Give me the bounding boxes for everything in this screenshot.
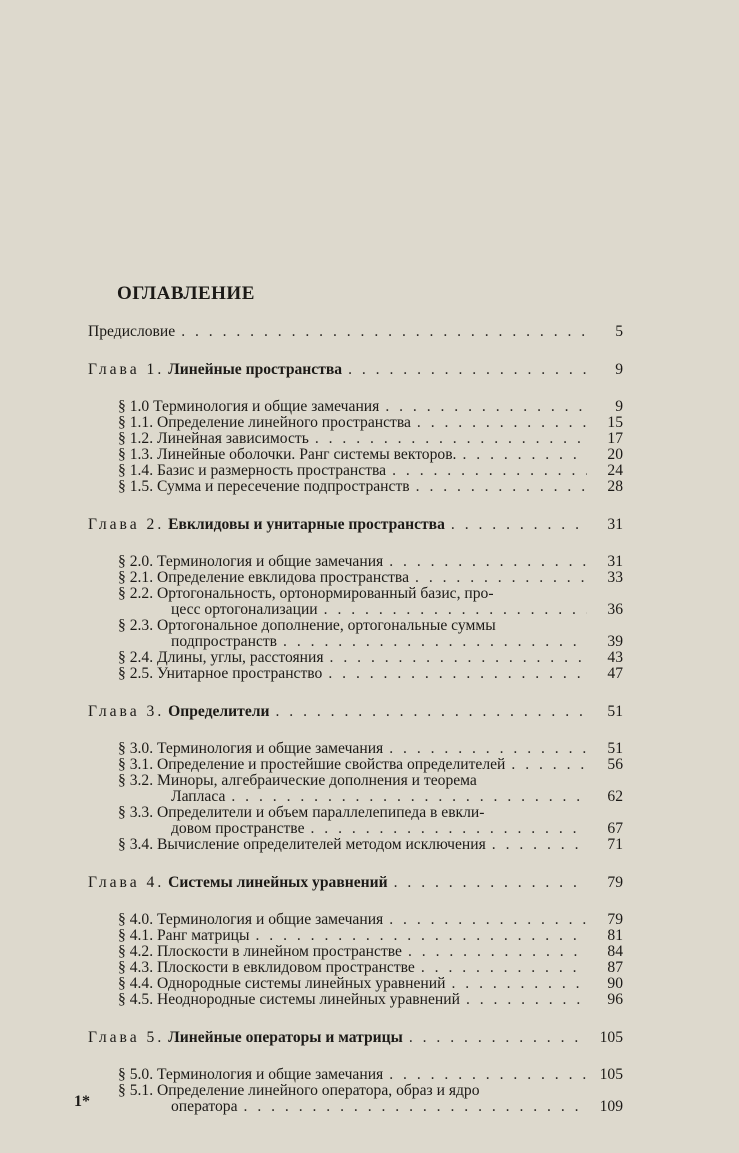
section-label xyxy=(118,463,386,479)
section-title: Ранг матрицы xyxy=(157,927,250,944)
toc-section-row[interactable] xyxy=(88,666,623,682)
section-label xyxy=(118,618,496,634)
page-number: 87 xyxy=(607,959,623,976)
page-number: 62 xyxy=(607,788,623,805)
page-number: 31 xyxy=(607,553,623,570)
section-label xyxy=(118,650,324,666)
chapter-label xyxy=(88,704,269,720)
section-label xyxy=(118,1083,480,1099)
chapter-label xyxy=(88,875,388,891)
section-title: Терминология и общие замечания xyxy=(157,1066,384,1083)
page-number: 43 xyxy=(607,649,623,666)
chapter-title: Линейные операторы и матрицы xyxy=(168,1029,403,1046)
toc-section-row[interactable] xyxy=(88,479,623,495)
toc-section-row[interactable] xyxy=(88,463,623,479)
section-title: Определение евклидова пространства xyxy=(157,569,410,586)
toc-section-row[interactable] xyxy=(88,570,623,586)
page-number: 31 xyxy=(607,516,623,533)
dot-leader xyxy=(462,447,587,463)
chapter-title: Линейные пространства xyxy=(168,361,343,378)
page-number: 24 xyxy=(607,462,623,479)
chapter-number: Глава 1. xyxy=(88,361,165,378)
section-title: Плоскости в линейном пространстве xyxy=(157,943,402,960)
section-title: Терминология и общие замечания xyxy=(157,911,384,928)
chapter-label xyxy=(88,517,445,533)
dot-leader xyxy=(283,634,587,650)
section-number: § 2.3. xyxy=(118,617,154,634)
section-title: Ортогональность, ортонормированный базис, про- xyxy=(157,585,494,602)
section-number: § 4.5. xyxy=(118,991,154,1008)
toc-section-row[interactable] xyxy=(88,992,623,1008)
dot-leader xyxy=(417,415,587,431)
toc-entry-preface[interactable] xyxy=(88,324,623,340)
page-number: 17 xyxy=(607,430,623,447)
page-number: 67 xyxy=(607,820,623,837)
bleed-through-text xyxy=(520,40,739,160)
section-number: § 4.1. xyxy=(118,927,154,944)
section-label xyxy=(118,447,456,463)
toc-chapter-row[interactable] xyxy=(88,1030,623,1046)
chapter-list xyxy=(88,362,623,1115)
signature-mark: 1* xyxy=(74,1093,90,1110)
section-label xyxy=(118,399,379,415)
section-number: § 3.2. xyxy=(118,772,154,789)
dot-leader xyxy=(394,875,587,891)
section-label xyxy=(118,837,486,853)
section-label xyxy=(118,1067,383,1083)
section-title-continued: оператора xyxy=(171,1098,238,1115)
section-label xyxy=(118,570,409,586)
toc-section-row[interactable] xyxy=(88,554,623,570)
toc-section-row[interactable] xyxy=(88,837,623,853)
section-number: § 3.1. xyxy=(118,756,154,773)
dot-leader xyxy=(415,570,587,586)
section-title: Определение линейного оператора, образ и ядро xyxy=(157,1082,480,1099)
chapter-label xyxy=(88,362,342,378)
section-title: Линейные оболочки. Ранг системы векторов. xyxy=(157,446,457,463)
section-title: Терминология и общие замечания xyxy=(157,553,384,570)
dot-leader xyxy=(466,992,587,1008)
section-label xyxy=(118,479,410,495)
toc-section-row[interactable] xyxy=(88,415,623,431)
section-title-continued: подпространств xyxy=(171,633,278,650)
toc-section-row[interactable] xyxy=(88,1083,623,1099)
section-number: § 2.1. xyxy=(118,569,154,586)
section-title: Вычисление определителей методом исключения xyxy=(157,836,486,853)
section-label xyxy=(118,586,494,602)
page-number: 15 xyxy=(607,414,623,431)
section-number: § 3.0. xyxy=(118,740,154,757)
section-number: § 3.4. xyxy=(118,836,154,853)
section-title: Сумма и пересечение подпространств xyxy=(157,478,410,495)
toc-chapter-row[interactable] xyxy=(88,517,623,533)
section-label xyxy=(118,976,445,992)
toc-section-row[interactable] xyxy=(88,944,623,960)
preface-label: Предисловие xyxy=(88,323,176,340)
page-number: 79 xyxy=(607,911,623,928)
section-title: Унитарное пространство xyxy=(157,665,323,682)
section-number: § 2.5. xyxy=(118,665,154,682)
page-number: 5 xyxy=(615,323,623,340)
section-label xyxy=(118,960,415,976)
chapter-title: Системы линейных уравнений xyxy=(168,874,388,891)
section-number: § 5.0. xyxy=(118,1066,154,1083)
section-title: Миноры, алгебраические дополнения и теорема xyxy=(157,772,477,789)
dot-leader xyxy=(385,399,587,415)
dot-leader xyxy=(511,757,587,773)
dot-leader xyxy=(315,431,587,447)
section-title: Однородные системы линейных уравнений xyxy=(157,975,446,992)
toc-section-continuation[interactable] xyxy=(88,634,623,650)
section-number: § 5.1. xyxy=(118,1082,154,1099)
section-label xyxy=(118,666,322,682)
toc-section-row[interactable] xyxy=(88,1067,623,1083)
section-label xyxy=(118,741,383,757)
toc-section-row[interactable] xyxy=(88,976,623,992)
page-number: 105 xyxy=(599,1066,623,1083)
section-title: Терминология и общие замечания xyxy=(153,398,380,415)
toc-section-row[interactable] xyxy=(88,650,623,666)
toc-section-row[interactable] xyxy=(88,912,623,928)
section-number: § 1.0 xyxy=(118,398,150,415)
section-number: § 4.0. xyxy=(118,911,154,928)
section-number: § 4.3. xyxy=(118,959,154,976)
section-title: Определение линейного пространства xyxy=(157,414,411,431)
page-number: 81 xyxy=(607,927,623,944)
page-number: 9 xyxy=(615,361,623,378)
dot-leader xyxy=(389,1067,587,1083)
toc-heading: ОГЛАВЛЕНИЕ xyxy=(117,283,255,304)
page-number: 71 xyxy=(607,836,623,853)
dot-leader xyxy=(421,960,587,976)
chapter-label xyxy=(88,1030,403,1046)
chapter-number: Глава 3. xyxy=(88,703,165,720)
dot-leader xyxy=(244,1099,587,1115)
section-number: § 4.2. xyxy=(118,943,154,960)
chapter-number: Глава 2. xyxy=(88,516,165,533)
dot-leader xyxy=(231,789,587,805)
chapter-title: Определители xyxy=(168,703,270,720)
section-title: Терминология и общие замечания xyxy=(157,740,384,757)
section-number: § 4.4. xyxy=(118,975,154,992)
page-number: 20 xyxy=(607,446,623,463)
section-title-continued: цесс ортогонализации xyxy=(171,601,318,618)
page-number: 105 xyxy=(599,1029,623,1046)
section-label xyxy=(118,757,505,773)
page-number: 90 xyxy=(607,975,623,992)
dot-leader xyxy=(330,650,587,666)
section-number: § 2.2. xyxy=(118,585,154,602)
toc-section-row[interactable] xyxy=(88,399,623,415)
section-title: Неоднородные системы линейных уравнений xyxy=(157,991,460,1008)
section-title-continued: Лапласа xyxy=(171,788,226,805)
page-number: 33 xyxy=(607,569,623,586)
toc-chapter-row[interactable] xyxy=(88,362,623,378)
table-of-contents xyxy=(88,318,623,1115)
chapter-title: Евклидовы и унитарные пространства xyxy=(168,516,445,533)
toc-section-row[interactable] xyxy=(88,805,623,821)
page-number: 84 xyxy=(607,943,623,960)
dot-leader xyxy=(389,554,587,570)
dot-leader xyxy=(348,362,587,378)
dot-leader xyxy=(451,517,587,533)
dot-leader xyxy=(451,976,587,992)
page-number: 96 xyxy=(607,991,623,1008)
section-title: Базис и размерность пространства xyxy=(157,462,387,479)
section-label xyxy=(118,415,411,431)
dot-leader xyxy=(392,463,587,479)
section-number: § 2.4. xyxy=(118,649,154,666)
dot-leader xyxy=(389,741,587,757)
page-number: 39 xyxy=(607,633,623,650)
page-number: 109 xyxy=(599,1098,623,1115)
chapter-number: Глава 4. xyxy=(88,874,165,891)
toc-section-row[interactable] xyxy=(88,928,623,944)
section-title: Длины, углы, расстояния xyxy=(157,649,324,666)
dot-leader xyxy=(416,479,587,495)
section-label xyxy=(118,431,309,447)
section-label xyxy=(118,773,477,789)
toc-section-continuation[interactable] xyxy=(88,602,623,618)
toc-section-row[interactable] xyxy=(88,447,623,463)
section-label xyxy=(118,554,383,570)
dot-leader xyxy=(408,944,587,960)
dot-leader xyxy=(275,704,587,720)
toc-section-continuation[interactable] xyxy=(88,821,623,837)
section-number: § 1.5. xyxy=(118,478,154,495)
toc-section-row[interactable] xyxy=(88,586,623,602)
page-number: 56 xyxy=(607,756,623,773)
section-title: Определители и объем параллелепипеда в евкли- xyxy=(157,804,485,821)
dot-leader xyxy=(328,666,587,682)
toc-section-row[interactable] xyxy=(88,741,623,757)
section-title-continued: довом пространстве xyxy=(171,820,305,837)
section-number: § 3.3. xyxy=(118,804,154,821)
page-number: 9 xyxy=(615,398,623,415)
section-label xyxy=(118,805,484,821)
dot-leader xyxy=(181,324,587,340)
dot-leader xyxy=(409,1030,587,1046)
section-number: § 2.0. xyxy=(118,553,154,570)
section-number: § 1.2. xyxy=(118,430,154,447)
section-label xyxy=(118,992,460,1008)
dot-leader xyxy=(324,602,587,618)
toc-section-row[interactable] xyxy=(88,618,623,634)
section-title: Линейная зависимость xyxy=(157,430,309,447)
page-number: 36 xyxy=(607,601,623,618)
toc-section-row[interactable] xyxy=(88,431,623,447)
dot-leader xyxy=(311,821,588,837)
toc-section-row[interactable] xyxy=(88,960,623,976)
toc-section-continuation[interactable] xyxy=(88,1099,623,1115)
section-title: Ортогональное дополнение, ортогональные суммы xyxy=(157,617,496,634)
toc-section-continuation[interactable] xyxy=(88,789,623,805)
page-number: 51 xyxy=(607,703,623,720)
dot-leader xyxy=(255,928,587,944)
toc-section-row[interactable] xyxy=(88,757,623,773)
dot-leader xyxy=(389,912,587,928)
section-label xyxy=(118,912,383,928)
section-number: § 1.1. xyxy=(118,414,154,431)
section-label xyxy=(118,944,402,960)
dot-leader xyxy=(492,837,587,853)
section-title: Плоскости в евклидовом пространстве xyxy=(157,959,415,976)
page-number: 79 xyxy=(607,874,623,891)
page-number: 47 xyxy=(607,665,623,682)
chapter-number: Глава 5. xyxy=(88,1029,165,1046)
section-number: § 1.3. xyxy=(118,446,154,463)
toc-chapter-row[interactable] xyxy=(88,875,623,891)
section-number: § 1.4. xyxy=(118,462,154,479)
section-label xyxy=(118,928,249,944)
section-title: Определение и простейшие свойства определителей xyxy=(157,756,506,773)
toc-section-row[interactable] xyxy=(88,773,623,789)
page-number: 28 xyxy=(607,478,623,495)
page-number: 51 xyxy=(607,740,623,757)
toc-chapter-row[interactable] xyxy=(88,704,623,720)
